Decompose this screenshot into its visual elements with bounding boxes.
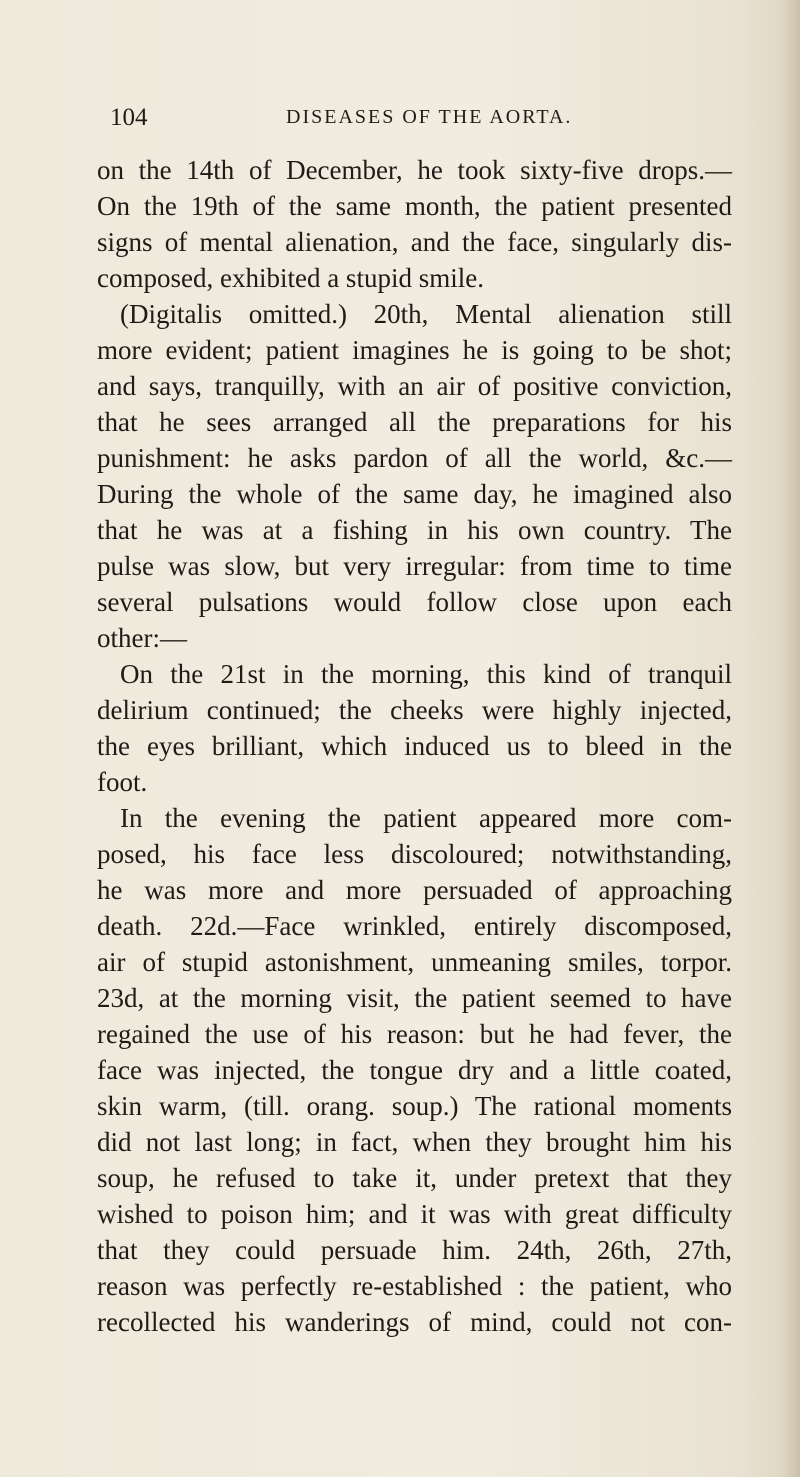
body-text: [97, 152, 732, 1340]
text-line: that he sees arranged all the preparations for his: [97, 407, 732, 437]
text-line: that he was at a fishing in his own country. The: [97, 515, 732, 545]
text-line: more evident; patient imagines he is going to be shot;: [97, 335, 732, 365]
page-number: 104: [110, 104, 148, 131]
text-line: composed, exhibited a stupid smile.: [97, 263, 484, 293]
text-line: air of stupid astonishment, unmeaning smiles, torpor.: [97, 947, 732, 977]
text-line: he was more and more persuaded of approaching: [97, 875, 732, 905]
text-line: delirium continued; the cheeks were highly injected,: [97, 695, 732, 725]
running-title: DISEASES OF THE AORTA.: [286, 106, 573, 128]
text-line: and says, tranquilly, with an air of positive conviction,: [97, 371, 732, 401]
text-line: During the whole of the same day, he imagined also: [97, 479, 732, 509]
text-line: the eyes brilliant, which induced us to bleed in the: [97, 731, 732, 761]
text-line: several pulsations would follow close upon each: [97, 587, 732, 617]
text-line: (Digitalis omitted.) 20th, Mental alienation still: [120, 299, 732, 329]
text-line: regained the use of his reason: but he had fever, the: [97, 1019, 732, 1049]
text-line: posed, his face less discoloured; notwithstanding,: [97, 839, 732, 869]
text-line: wished to poison him; and it was with great difficulty: [97, 1199, 732, 1229]
page-edge-shadow: [782, 0, 800, 1477]
text-line: skin warm, (till. orang. soup.) The rational moments: [97, 1091, 732, 1121]
text-line: death. 22d.—Face wrinkled, entirely discomposed,: [97, 911, 732, 941]
text-line: that they could persuade him. 24th, 26th, 27th,: [97, 1235, 732, 1265]
text-line: recollected his wanderings of mind, could not con-: [97, 1307, 732, 1337]
text-line: 23d, at the morning visit, the patient seemed to have: [97, 983, 732, 1013]
text-line: on the 14th of December, he took sixty-five drops.—: [97, 155, 732, 185]
text-line: soup, he refused to take it, under pretext that they: [97, 1163, 732, 1193]
text-line: On the 19th of the same month, the patient presented: [97, 191, 732, 221]
running-head: [110, 104, 730, 134]
text-line: On the 21st in the morning, this kind of tranquil: [120, 659, 732, 689]
text-line: other:—: [97, 623, 187, 653]
text-line: In the evening the patient appeared more com-: [120, 803, 732, 833]
text-line: face was injected, the tongue dry and a little coated,: [97, 1055, 732, 1085]
text-line: did not last long; in fact, when they brought him his: [97, 1127, 732, 1157]
text-line: pulse was slow, but very irregular: from time to time: [97, 551, 732, 581]
text-line: signs of mental alienation, and the face, singularly dis-: [97, 227, 732, 257]
text-line: reason was perfectly re-established : the patient, who: [97, 1271, 732, 1301]
text-line: punishment: he asks pardon of all the world, &c.—: [97, 443, 732, 473]
text-line: foot.: [97, 767, 148, 797]
